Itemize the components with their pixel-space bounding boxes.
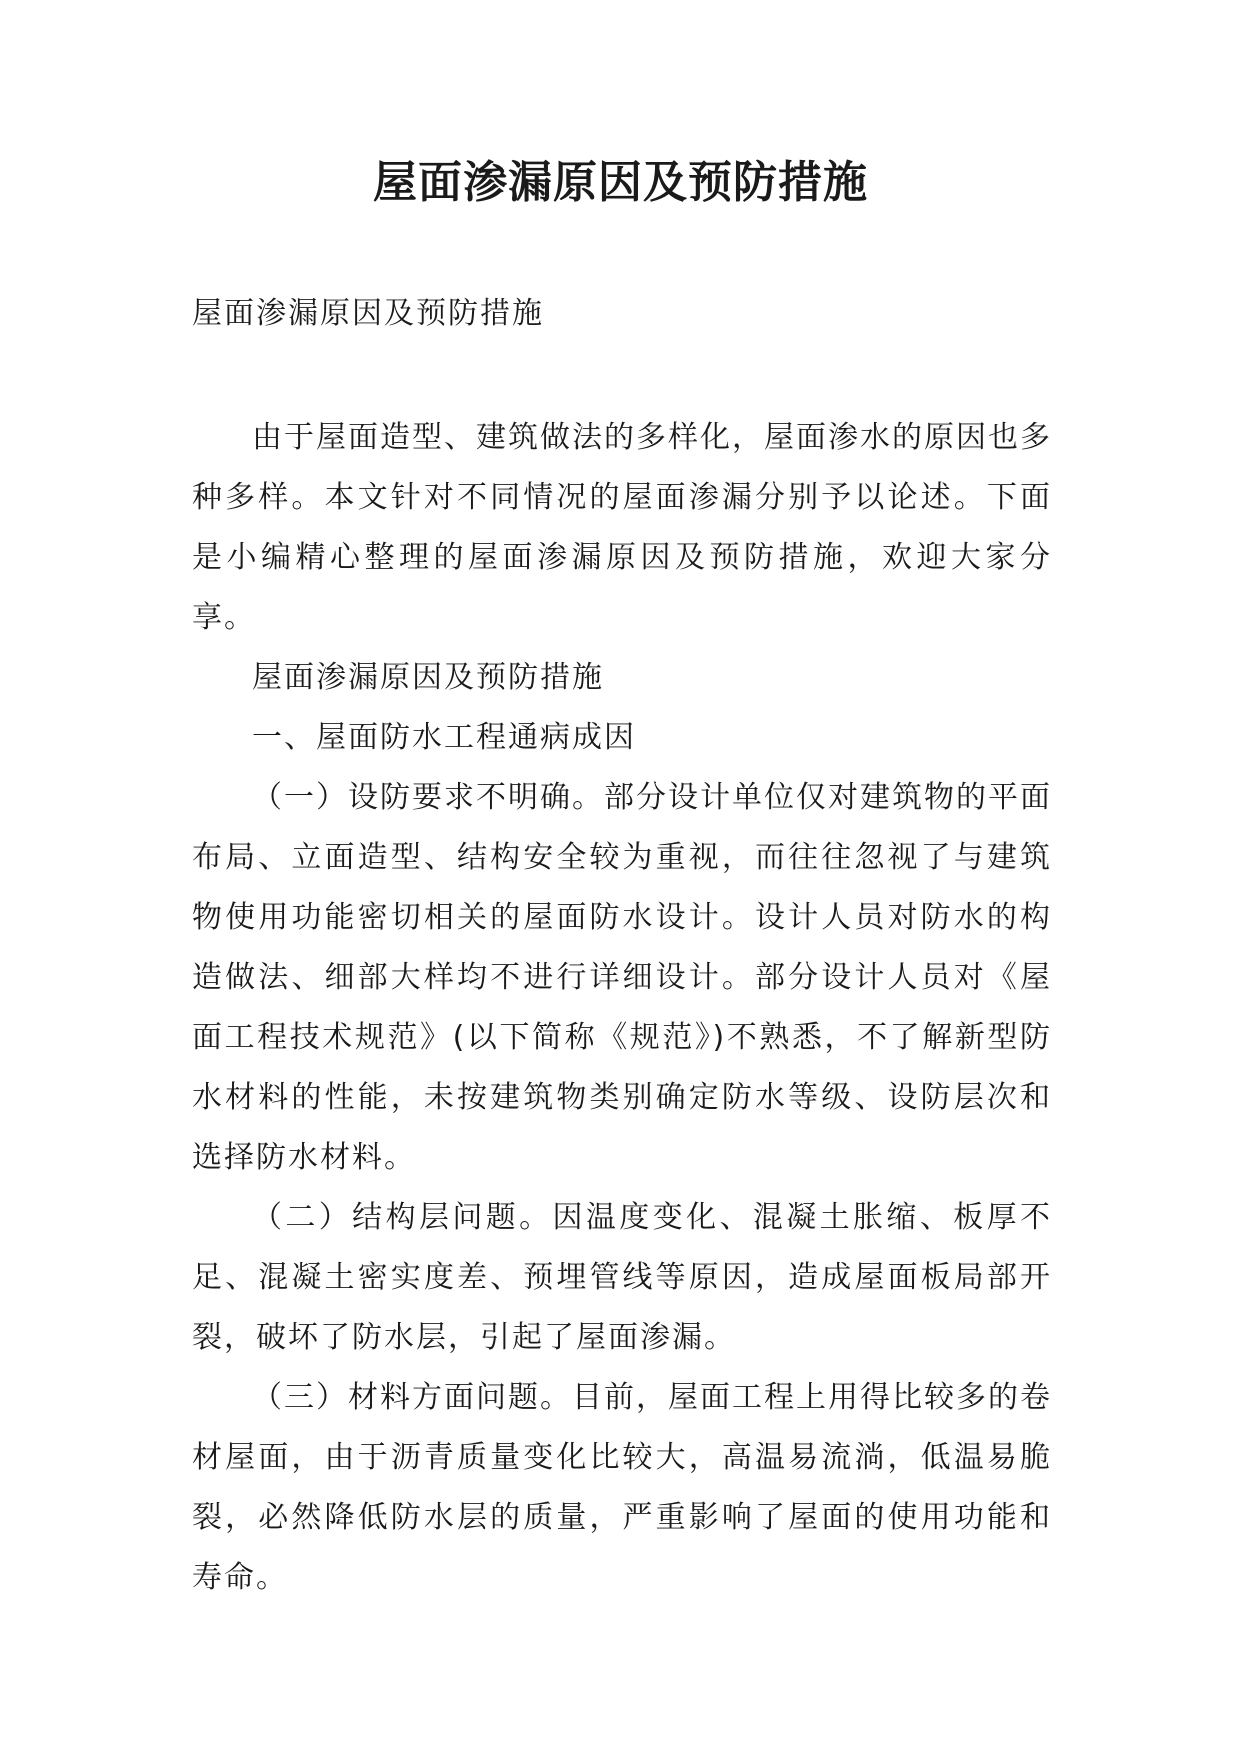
document-title: 屋面渗漏原因及预防措施 — [373, 157, 868, 208]
paragraph-item-three: （三）材料方面问题。目前，屋面工程上用得比较多的卷材屋面，由于沥青质量变化比较大，高温易流淌，低温易脆裂，必然降低防水层的质量，严重影响了屋面的使用功能和寿命。 — [192, 1380, 1052, 1595]
paragraph-item-two: （二）结构层问题。因温度变化、混凝土胀缩、板厚不足、混凝土密实度差、预埋管线等原因，造成屋面板局部开裂，破坏了防水层，引起了屋面渗漏。 — [192, 1200, 1052, 1355]
document-subtitle: 屋面渗漏原因及预防措施 — [192, 296, 544, 331]
paragraph-heading-one: 一、屋面防水工程通病成因 — [252, 720, 636, 755]
paragraph-section-title: 屋面渗漏原因及预防措施 — [252, 660, 604, 695]
paragraph-intro: 由于屋面造型、建筑做法的多样化，屋面渗水的原因也多种多样。本文针对不同情况的屋面渗漏分别予以论述。下面是小编精心整理的屋面渗漏原因及预防措施，欢迎大家分享。 — [192, 420, 1052, 635]
paragraph-item-one: （一）设防要求不明确。部分设计单位仅对建筑物的平面布局、立面造型、结构安全较为重视，而往往忽视了与建筑物使用功能密切相关的屋面防水设计。设计人员对防水的构造做法、细部大样均不进行详细设计。部分设计人员对《屋面工程技术规范》(以下简称《规范》)不熟悉，不了解新型防水材料的性能，未按建筑物类别确定防水等级、设防层次和选择防水材料。 — [192, 780, 1052, 1175]
document-body — [192, 408, 1052, 1608]
